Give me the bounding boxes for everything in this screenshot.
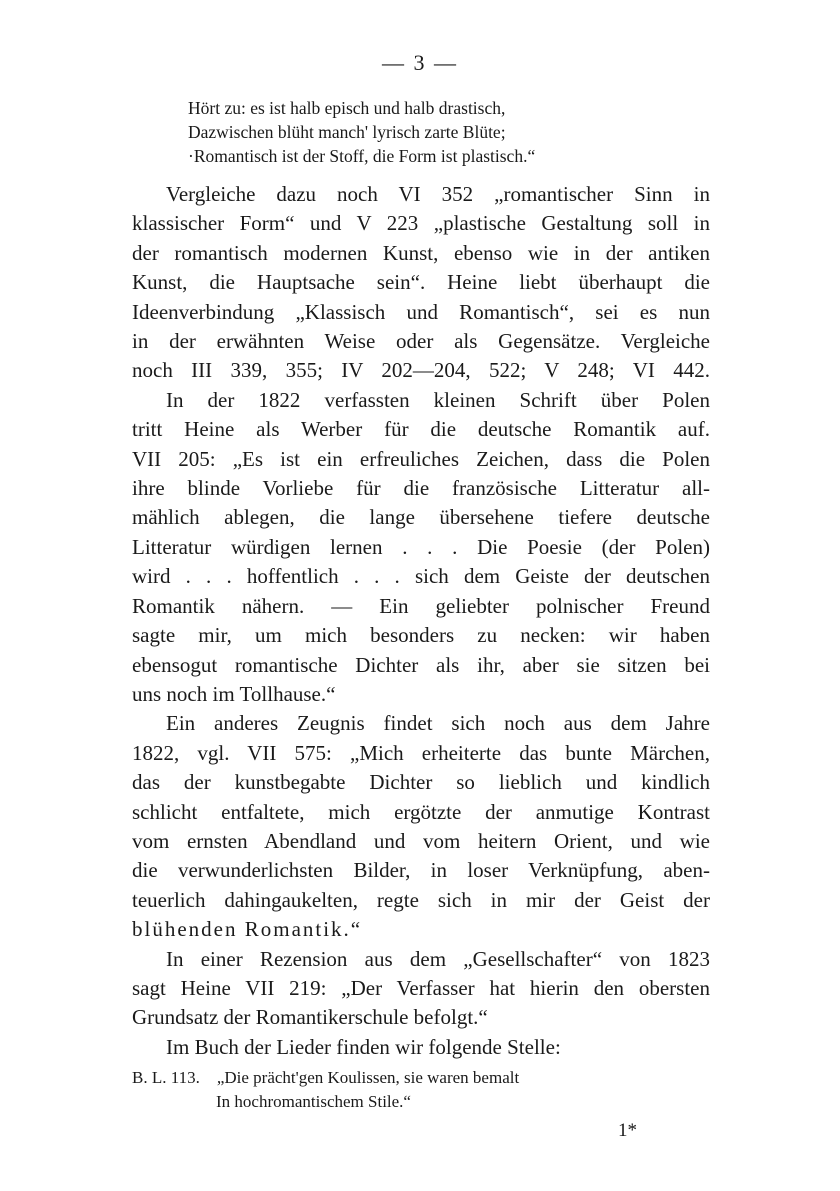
text-line: Litteratur würdigen lernen . . . Die Poesie (der Polen) bbox=[132, 534, 710, 559]
text-line: in der erwähnten Weise oder als Gegensätze. Vergleiche bbox=[132, 329, 710, 354]
text-line: Kunst, die Hauptsache sein“. Heine liebt überhaupt die bbox=[132, 270, 710, 295]
paragraph-3 bbox=[132, 709, 710, 944]
text-line: Romantik nähern. — Ein geliebter polnischer Freund bbox=[132, 593, 710, 618]
text-line: Vergleiche dazu noch VI 352 „romantischer Sinn in bbox=[166, 182, 710, 206]
body-text bbox=[132, 180, 710, 1062]
text-line: ebensogut romantische Dichter als ihr, aber sie sitzen bei bbox=[132, 652, 710, 677]
text-line: vom ernsten Abendland und vom heitern Orient, und wie bbox=[132, 828, 710, 853]
text-line: wird . . . hoffentlich . . . sich dem Geiste der deutschen bbox=[132, 564, 710, 589]
text-line: die verwunderlichsten Bilder, in loser Verknüpfung, aben- bbox=[132, 858, 710, 883]
text-line: sagt Heine VII 219: „Der Verfasser hat hierin den obersten bbox=[132, 975, 710, 1000]
text-line: Im Buch der Lieder finden wir folgende Stelle: bbox=[166, 1034, 561, 1059]
verse-line: „Die prächt'gen Koulissen, sie waren bemalt bbox=[216, 1068, 520, 1087]
text-line: uns noch im Tollhause.“ bbox=[132, 681, 336, 706]
text-line: sagte mir, um mich besonders zu necken: wir haben bbox=[132, 623, 710, 648]
text-line: blühenden Romantik.“ bbox=[132, 917, 363, 942]
text-line: In der 1822 verfassten kleinen Schrift über Polen bbox=[166, 387, 710, 412]
text-line: Ein anderes Zeugnis findet sich noch aus dem Jahre bbox=[166, 711, 710, 736]
verse-line: Dazwischen blüht manch' lyrisch zarte Blüte; bbox=[188, 122, 506, 142]
verse-line: Hört zu: es ist halb episch und halb drastisch, bbox=[188, 98, 506, 118]
paragraph-5 bbox=[132, 1033, 710, 1062]
verse-line: ·Romantisch ist der Stoff, die Form ist plastisch.“ bbox=[188, 146, 536, 166]
text-line: noch III 339, 355; IV 202—204, 522; V 248; VI 442. bbox=[132, 358, 710, 383]
text-line: der romantisch modernen Kunst, ebenso wie in der antiken bbox=[132, 240, 710, 265]
text-line: schlicht entfaltete, mich ergötzte der anmutige Kontrast bbox=[132, 799, 710, 824]
text-line: VII 205: „Es ist ein erfreuliches Zeichen, dass die Polen bbox=[132, 446, 710, 471]
paragraph-2 bbox=[132, 386, 710, 709]
page-number: — 3 — bbox=[382, 50, 458, 75]
paragraph-1 bbox=[132, 180, 710, 386]
text-line: mählich ablegen, die lange übersehene tiefere deutsche bbox=[132, 505, 710, 530]
signature-mark: 1* bbox=[618, 1120, 637, 1141]
text-line: 1822, vgl. VII 575: „Mich erheiterte das bunte Märchen, bbox=[132, 740, 710, 765]
verse-quote-bottom bbox=[132, 1066, 519, 1114]
text-line: ihre blinde Vorliebe für die französische Litteratur all- bbox=[132, 476, 710, 501]
text-line: In einer Rezension aus dem „Gesellschafter“ von 1823 bbox=[166, 946, 710, 971]
text-line: klassischer Form“ und V 223 „plastische Gestaltung soll in bbox=[132, 211, 710, 236]
text-line: teuerlich dahingaukelten, regte sich in mir der Geist der bbox=[132, 887, 710, 912]
text-line: das der kunstbegabte Dichter so lieblich und kindlich bbox=[132, 770, 710, 795]
verse-line: In hochromantischem Stile.“ bbox=[216, 1092, 411, 1111]
text-line: tritt Heine als Werber für die deutsche Romantik auf. bbox=[132, 417, 710, 442]
verse-quote-top bbox=[188, 96, 535, 168]
text-line: Ideenverbindung „Klassisch und Romantisch“, sei es nun bbox=[132, 299, 710, 324]
paragraph-4 bbox=[132, 945, 710, 1033]
citation-ref: B. L. 113. bbox=[132, 1068, 200, 1087]
text-line: Grundsatz der Romantikerschule befolgt.“ bbox=[132, 1005, 488, 1030]
